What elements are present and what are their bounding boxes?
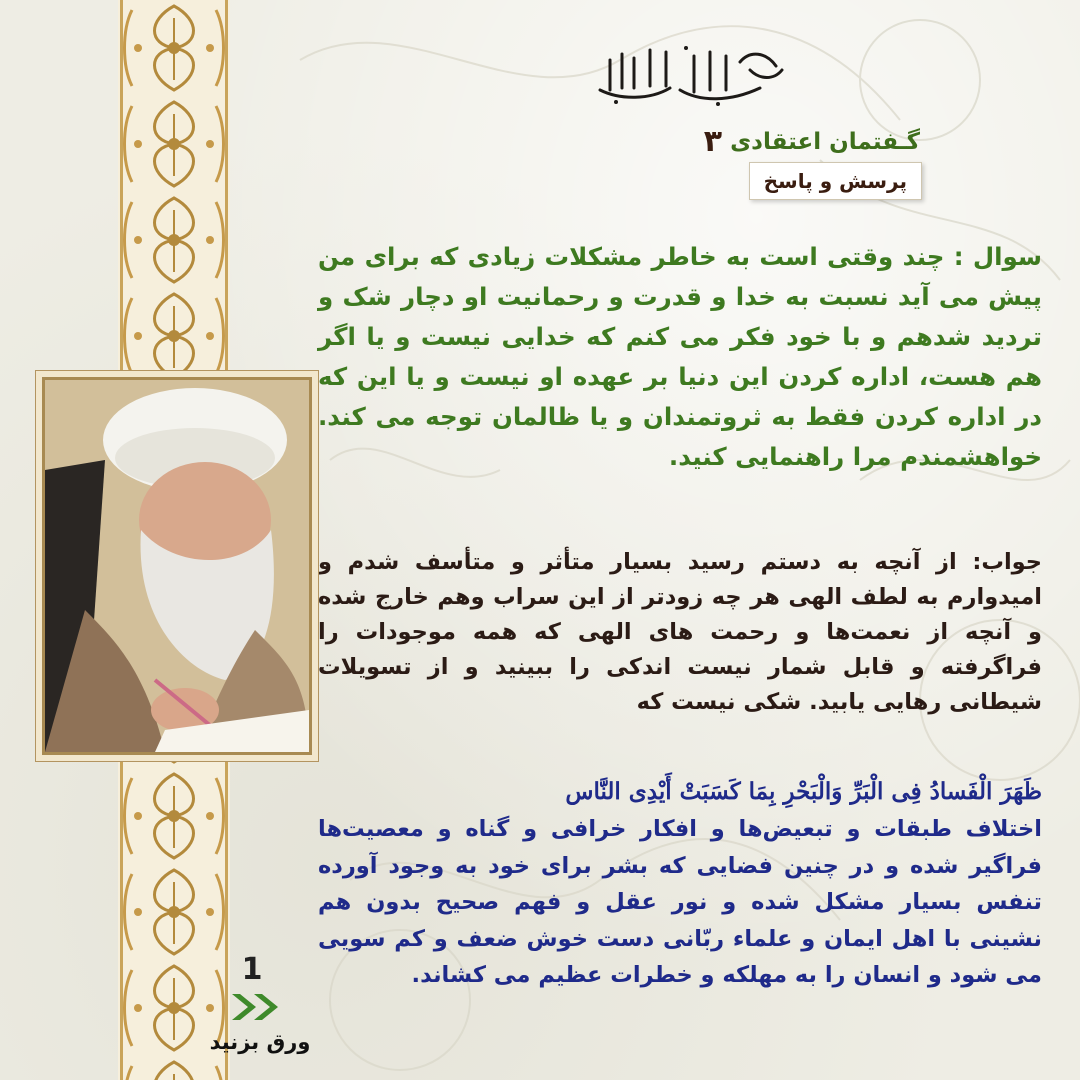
heading-title-text: گـفتمان اعتقادی xyxy=(730,128,920,155)
answer-lead: جواب: xyxy=(972,549,1042,575)
page-number: 1 xyxy=(241,952,263,987)
scholar-portrait-photo xyxy=(42,377,312,755)
double-chevron-right-icon[interactable] xyxy=(228,990,288,1024)
answer-text: از آنچه به دستم رسید بسیار متأثر و متأسف شدم و امیدوارم به لطف الهی هر چه زودتر از این سراب وهم خارج شده و آنچه از نعمت‌ها و رحمت های الهی که همه موجودات را فراگرفته و قابل شمار نیست اندکی را ببینید و از تسویلات شیطانی رهایی یابید. شکی نیست که xyxy=(318,549,1042,715)
basmala-calligraphy xyxy=(590,40,790,112)
heading-number: ۳ xyxy=(703,124,723,159)
quran-verse: ظَهَرَ الْفَسادُ فِی الْبَرِّ وَالْبَحْرِ بِمَا كَسَبَتْ أَيْدِی النَّاس xyxy=(565,778,1042,805)
question-lead: سوال : xyxy=(953,242,1042,271)
question-paragraph xyxy=(318,237,1042,477)
answer-continuation: اختلاف طبقات و تبعیض‌ها و افکار خرافی و گناه و معصیت‌ها فراگیر شده و در چنین فضایی که بشر برای خود به وجود آورده تنفس بسیار مشکل شده و نور عقل و فهم صحیح بدون هم نشینی با اهل ایمان و علماء ربّانی دست خوش ضعف و کم سویی می شود و انسان را به مهلکه و خطرات عظیم می کشاند. xyxy=(318,816,1042,988)
swipe-label[interactable]: ورق بزنید xyxy=(209,1030,311,1054)
answer-paragraph xyxy=(318,545,1042,720)
heading-subtitle: پرسش و پاسخ xyxy=(749,162,922,200)
heading-title xyxy=(704,124,920,159)
question-text: چند وقتی است به خاطر مشکلات زیادی که برای من پیش می آید نسبت به خدا و قدرت و رحمانیت او دچار شک و تردید شدهم و با خود فکر می کنم که خدایی نیست و یا اگر هم هست، اداره کردن این دنیا بر عهده او نیست و یا این که در اداره کردن فقط به ثروتمندان و یا ظالمان توجه می کند. خواهشمندم مرا راهنمایی کنید. xyxy=(318,242,1042,471)
